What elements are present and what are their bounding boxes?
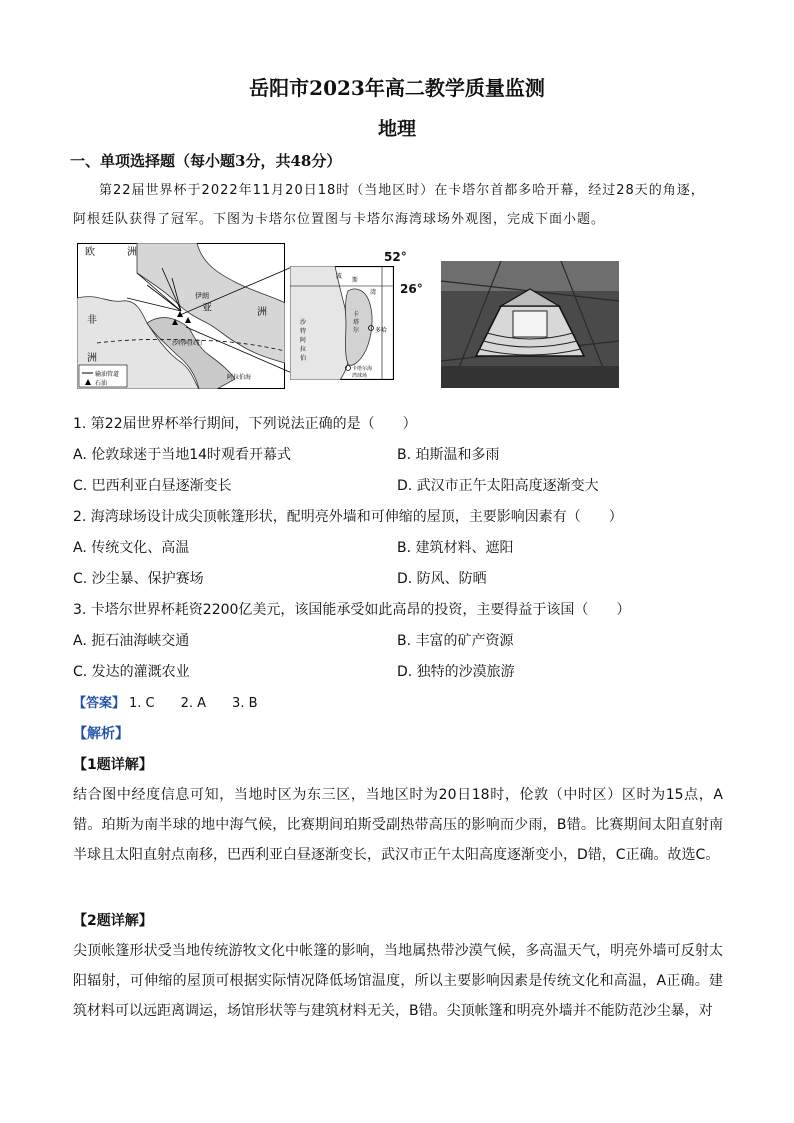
label-saudi: 沙特阿拉伯: [172, 340, 203, 347]
detail-2-text: 尖顶帐篷形状受当地传统游牧文化中帐篷的影响，当地属热带沙漠气候，多高温天气，明亮外墙可反射太阳辐射，可伸缩的屋顶可根据实际情况降低场馆温度，所以主要影响因素是传统文化和高温，A正确。建筑材料可以远距离调运，场馆形状等与建筑材料无关，B错。尖顶帐篷和明亮外墙并不能防范沙尘暴，对: [73, 943, 723, 1019]
stadium-photo: [441, 261, 619, 388]
label-africa-1: 非: [87, 315, 97, 326]
section-heading: 一、单项选择题（每小题3分，共48分）: [70, 152, 342, 170]
q2-option-a: A. 传统文化、高温: [73, 540, 190, 556]
legend-pipeline: 输油管道: [95, 371, 120, 378]
q1-option-a: A. 伦敦球迷于当地14时观看开幕式: [73, 447, 292, 463]
subject-title: 地理: [377, 118, 416, 140]
label-saudi-v4: 拉: [300, 346, 307, 353]
q3-option-b: B. 丰富的矿产资源: [397, 633, 514, 649]
q1-option-d: D. 武汉市正午太阳高度逐渐变大: [397, 478, 599, 494]
label-peninsula-2: 塔: [353, 319, 360, 326]
label-stadium-2: 湾球场: [352, 373, 368, 379]
detail-1-label: 【1题详解】: [73, 757, 153, 773]
q2-option-c: C. 沙尘暴、保护赛场: [73, 571, 204, 587]
label-peninsula-3: 尔: [353, 327, 360, 334]
label-peninsula-1: 卡: [353, 311, 360, 318]
qatar-detail-map: [290, 266, 394, 380]
question-3-stem: 3. 卡塔尔世界杯耗资2200亿美元，该国能承受如此高昂的投资，主要得益于该国（ ）: [73, 602, 631, 618]
intro-line-2: 阿根廷队获得了冠军。下图为卡塔尔位置图与卡塔尔海湾球场外观图，完成下面小题。: [73, 212, 606, 227]
label-gulf-1: 波: [336, 273, 343, 280]
label-saudi-v5: 伯: [300, 355, 307, 362]
zoom-connector-lines: [180, 255, 295, 375]
legend-oil: 石油: [95, 380, 108, 387]
label-arabian-sea: 阿拉伯海: [227, 374, 252, 381]
label-saudi-v3: 阿: [300, 337, 307, 344]
answer-line: [73, 692, 258, 711]
label-asia-2: 洲: [257, 307, 267, 318]
label-asia-1: 亚: [202, 303, 212, 314]
answer-values: 1. C 2. A 3. B: [129, 696, 258, 711]
question-2-stem: 2. 海湾球场设计成尖顶帐篷形状，配明亮外墙和可伸缩的屋顶，主要影响因素有（ ）: [73, 509, 623, 525]
label-stadium-1: 卡塔尔海: [352, 366, 373, 372]
label-europe-2: 洲: [127, 247, 137, 258]
label-doha: 多哈: [375, 327, 388, 334]
label-africa-2: 洲: [87, 353, 97, 364]
question-1-stem: 1. 第22届世界杯举行期间，下列说法正确的是（ ）: [73, 416, 417, 432]
answer-label: 【答案】: [73, 696, 126, 711]
detail-1-text: 结合图中经度信息可知，当地时区为东三区，当地区时为20日18时，伦敦（中时区）区时为15点，A错。珀斯为南半球的地中海气候，比赛期间珀斯受副热带高压的影响而少雨，B错。比赛期间太阳直射南半球且太阳直射点南移，巴西利亚白昼逐渐变长，武汉市正午太阳高度逐渐变小，D错，C正确。故选C。: [73, 787, 723, 863]
label-europe-1: 欧: [85, 247, 95, 258]
label-saudi-v1: 沙: [300, 319, 307, 326]
q2-option-d: D. 防风、防晒: [397, 571, 487, 587]
q3-option-c: C. 发达的灌溉农业: [73, 664, 190, 680]
label-saudi-v2: 特: [300, 328, 307, 335]
q1-option-b: B. 珀斯温和多雨: [397, 447, 500, 463]
detail-2-label: 【2题详解】: [73, 913, 153, 929]
q3-option-d: D. 独特的沙漠旅游: [397, 664, 515, 680]
analysis-label: 【解析】: [73, 726, 129, 742]
intro-line-1: 第22届世界杯于2022年11月20日18时（当地区时）在卡塔尔首都多哈开幕，经过28天的角逐，: [99, 183, 705, 198]
q3-option-a: A. 扼石油海峡交通: [73, 633, 190, 649]
label-gulf-3: 湾: [370, 289, 377, 296]
label-iran: 伊朗: [195, 292, 209, 300]
latitude-label: 26°: [400, 282, 423, 296]
exam-title: 岳阳市2023年高二教学质量监测: [249, 76, 545, 100]
longitude-label: 52°: [384, 250, 407, 264]
q2-option-b: B. 建筑材料、遮阳: [397, 540, 514, 556]
q1-option-c: C. 巴西利亚白昼逐渐变长: [73, 478, 232, 494]
label-gulf-2: 斯: [352, 277, 359, 284]
